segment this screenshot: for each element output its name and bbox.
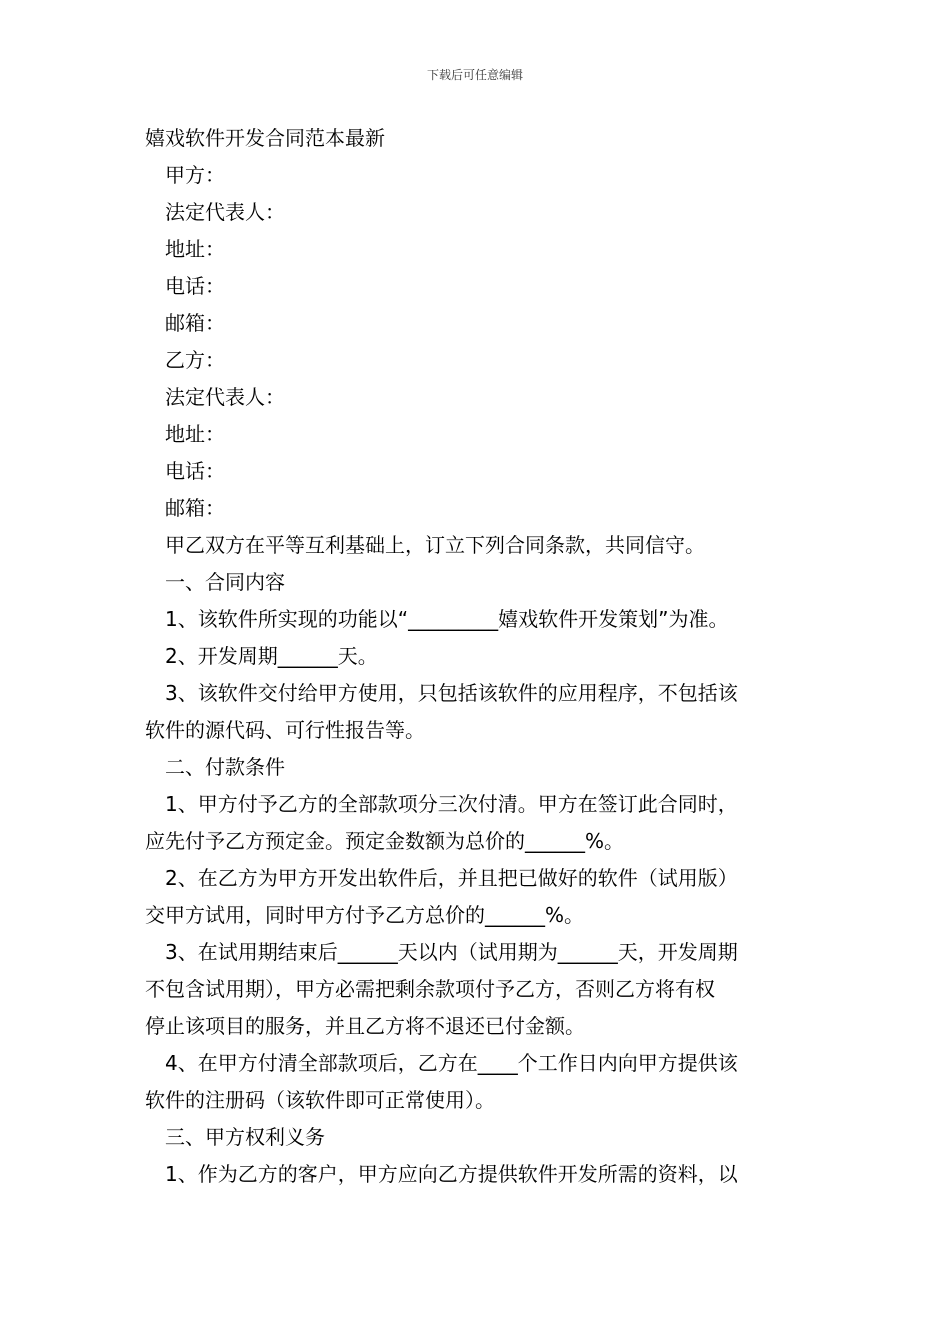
body-line: 应先付予乙方预定金。预定金数额为总价的______%。 (145, 829, 625, 853)
section-heading: 一、合同内容 (165, 570, 285, 594)
body-line: 法定代表人： (165, 385, 285, 409)
body-line: 邮箱： (165, 496, 225, 520)
body-line: 3、该软件交付给甲方使用，只包括该软件的应用程序，不包括该 (165, 681, 738, 705)
body-line: 法定代表人： (165, 200, 285, 224)
body-line: 甲乙双方在平等互利基础上，订立下列合同条款，共同信守。 (165, 533, 705, 557)
body-line: 3、在试用期结束后______天以内（试用期为______天，开发周期 (165, 940, 738, 964)
body-line: 1、作为乙方的客户，甲方应向乙方提供软件开发所需的资料，以 (165, 1162, 738, 1186)
body-line: 乙方： (165, 348, 225, 372)
body-line: 软件的注册码（该软件即可正常使用）。 (145, 1088, 495, 1112)
body-line: 甲方： (165, 163, 225, 187)
body-line: 邮箱： (165, 311, 225, 335)
body-line: 4、在甲方付清全部款项后，乙方在____个工作日内向甲方提供该 (165, 1051, 738, 1075)
body-line: 电话： (165, 274, 225, 298)
section-heading: 三、甲方权利义务 (165, 1125, 325, 1149)
document-body (145, 157, 810, 1193)
body-line: 1、该软件所实现的功能以“_________嬉戏软件开发策划”为准。 (165, 607, 729, 631)
body-line: 交甲方试用，同时甲方付予乙方总价的______%。 (145, 903, 585, 927)
document-title: 嬉戏软件开发合同范本最新 (145, 126, 385, 150)
body-line: 2、在乙方为甲方开发出软件后，并且把已做好的软件（试用版） (165, 866, 738, 890)
body-line: 地址： (165, 422, 225, 446)
body-line: 1、甲方付予乙方的全部款项分三次付清。甲方在签订此合同时， (165, 792, 738, 816)
body-line: 不包含试用期），甲方必需把剩余款项付予乙方，否则乙方将有权 (145, 977, 715, 1001)
body-line: 2、开发周期______天。 (165, 644, 378, 668)
section-heading: 二、付款条件 (165, 755, 285, 779)
body-line: 地址： (165, 237, 225, 261)
body-line: 软件的源代码、可行性报告等。 (145, 718, 425, 742)
body-line: 停止该项目的服务，并且乙方将不退还已付金额。 (145, 1014, 585, 1038)
body-line: 电话： (165, 459, 225, 483)
header-note: 下载后可任意编辑 (426, 68, 523, 82)
